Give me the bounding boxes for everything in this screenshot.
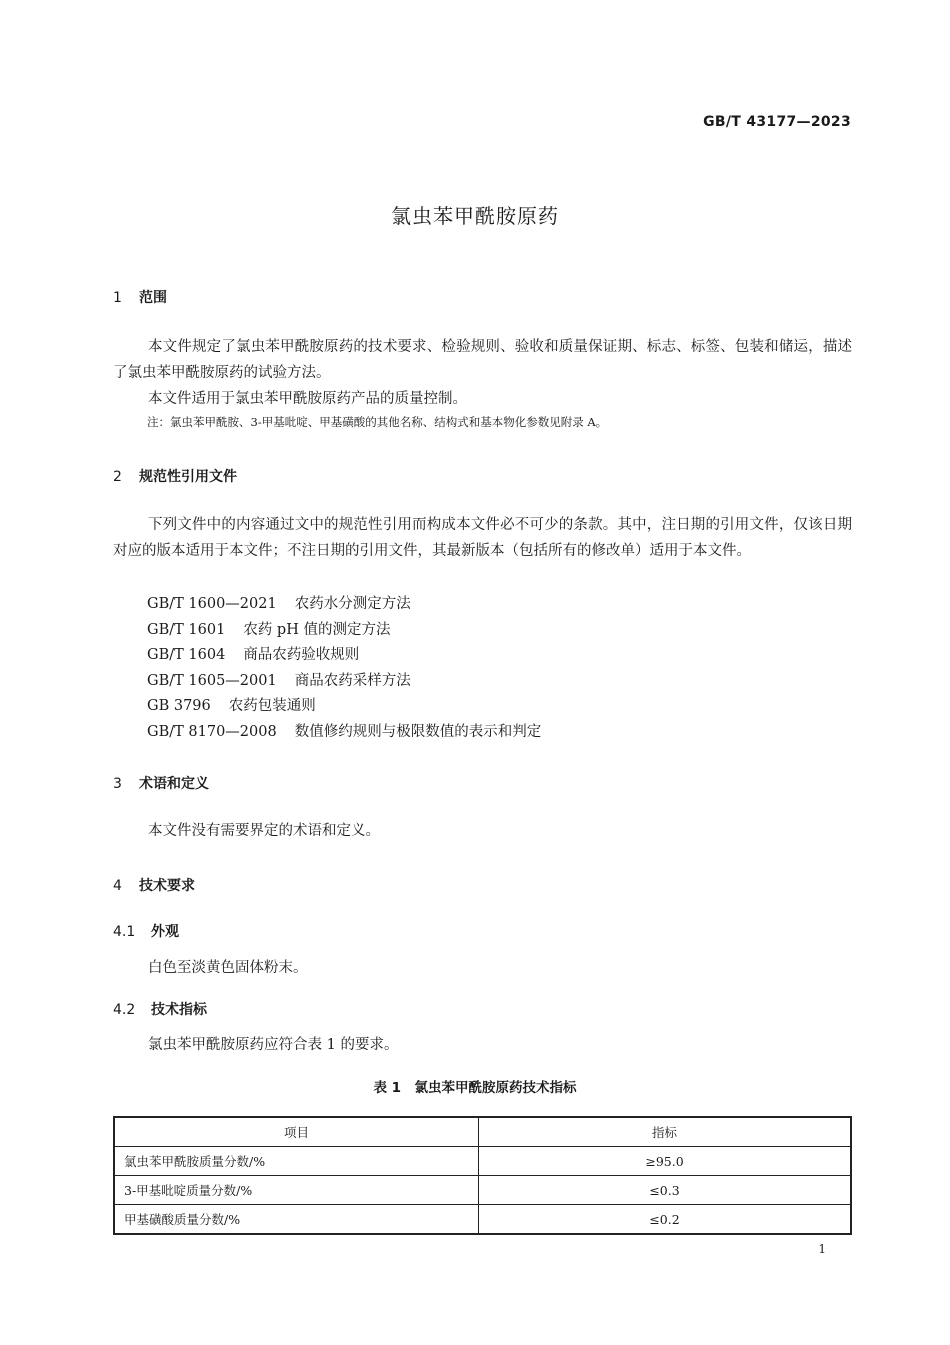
standard-code: GB/T 43177—2023	[703, 114, 851, 130]
table-cell-value: ≥95.0	[479, 1147, 852, 1176]
reference-title: 农药水分测定方法	[294, 596, 411, 612]
document-title: 氯虫苯甲酰胺原药	[391, 204, 559, 228]
section-3-paragraph: 本文件没有需要界定的术语和定义。	[148, 823, 380, 839]
reference-code: GB/T 8170—2008	[147, 724, 277, 740]
reference-title: 农药包装通则	[228, 698, 316, 714]
section-2-heading	[113, 466, 237, 486]
section-number: 1	[113, 290, 122, 306]
subsection-4-1-paragraph: 白色至淡黄色固体粉末。	[148, 960, 308, 976]
technical-spec-table	[113, 1116, 852, 1235]
column-header-spec: 指标	[479, 1117, 852, 1147]
reference-item	[147, 618, 390, 639]
table-header-row	[114, 1117, 851, 1147]
section-1-heading	[113, 287, 167, 307]
section-number: 3	[113, 776, 122, 792]
subsection-number: 4.2	[113, 1002, 136, 1018]
subsection-4-1-heading	[113, 921, 179, 941]
table-row	[114, 1205, 851, 1235]
reference-code: GB/T 1605—2001	[147, 673, 277, 689]
reference-item	[147, 669, 411, 690]
table-caption: 表 1 氯虫苯甲酰胺原药技术指标	[373, 1080, 577, 1096]
reference-title: 商品农药验收规则	[243, 647, 360, 663]
subsection-title: 外观	[151, 924, 179, 940]
subsection-number: 4.1	[113, 924, 136, 940]
table-cell-value: ≤0.2	[479, 1205, 852, 1235]
subsection-4-2-heading	[113, 999, 207, 1019]
section-4-heading	[113, 875, 195, 895]
section-number: 4	[113, 878, 122, 894]
table-cell-item: 氯虫苯甲酰胺质量分数/%	[114, 1147, 479, 1176]
reference-title: 农药 pH 值的测定方法	[243, 622, 391, 638]
section-title: 术语和定义	[139, 776, 209, 792]
table-cell-value: ≤0.3	[479, 1176, 852, 1205]
section-title: 范围	[139, 290, 167, 306]
reference-item	[147, 592, 411, 613]
reference-item	[147, 643, 359, 664]
table-row	[114, 1147, 851, 1176]
reference-title: 商品农药采样方法	[294, 673, 411, 689]
table-row	[114, 1176, 851, 1205]
column-header-item: 项目	[114, 1117, 479, 1147]
section-1-paragraph-1: 本文件规定了氯虫苯甲酰胺原药的技术要求、检验规则、验收和质量保证期、标志、标签、包装和储运，描述了氯虫苯甲酰胺原药的试验方法。	[113, 339, 852, 381]
table-cell-item: 3-甲基吡啶质量分数/%	[114, 1176, 479, 1205]
reference-code: GB 3796	[147, 698, 211, 714]
reference-code: GB/T 1600—2021	[147, 596, 277, 612]
subsection-4-2-paragraph: 氯虫苯甲酰胺原药应符合表 1 的要求。	[148, 1037, 399, 1053]
reference-code: GB/T 1601	[147, 622, 226, 638]
section-1-note: 注：氯虫苯甲酰胺、3-甲基吡啶、甲基磺酸的其他名称、结构式和基本物化参数见附录 A。	[147, 415, 608, 429]
section-number: 2	[113, 469, 122, 485]
section-2-intro: 下列文件中的内容通过文中的规范性引用而构成本文件必不可少的条款。其中，注日期的引用文件，仅该日期对应的版本适用于本文件；不注日期的引用文件，其最新版本（包括所有的修改单）适用于本文件。	[113, 517, 852, 559]
reference-code: GB/T 1604	[147, 647, 226, 663]
page-number: 1	[818, 1242, 826, 1256]
section-title: 规范性引用文件	[139, 469, 237, 485]
reference-item	[147, 694, 316, 715]
reference-title: 数值修约规则与极限数值的表示和判定	[294, 724, 542, 740]
reference-item	[147, 720, 541, 741]
section-3-heading	[113, 773, 209, 793]
subsection-title: 技术指标	[151, 1002, 207, 1018]
table-cell-item: 甲基磺酸质量分数/%	[114, 1205, 479, 1235]
section-1-paragraph-2: 本文件适用于氯虫苯甲酰胺原药产品的质量控制。	[148, 391, 467, 407]
section-title: 技术要求	[139, 878, 195, 894]
